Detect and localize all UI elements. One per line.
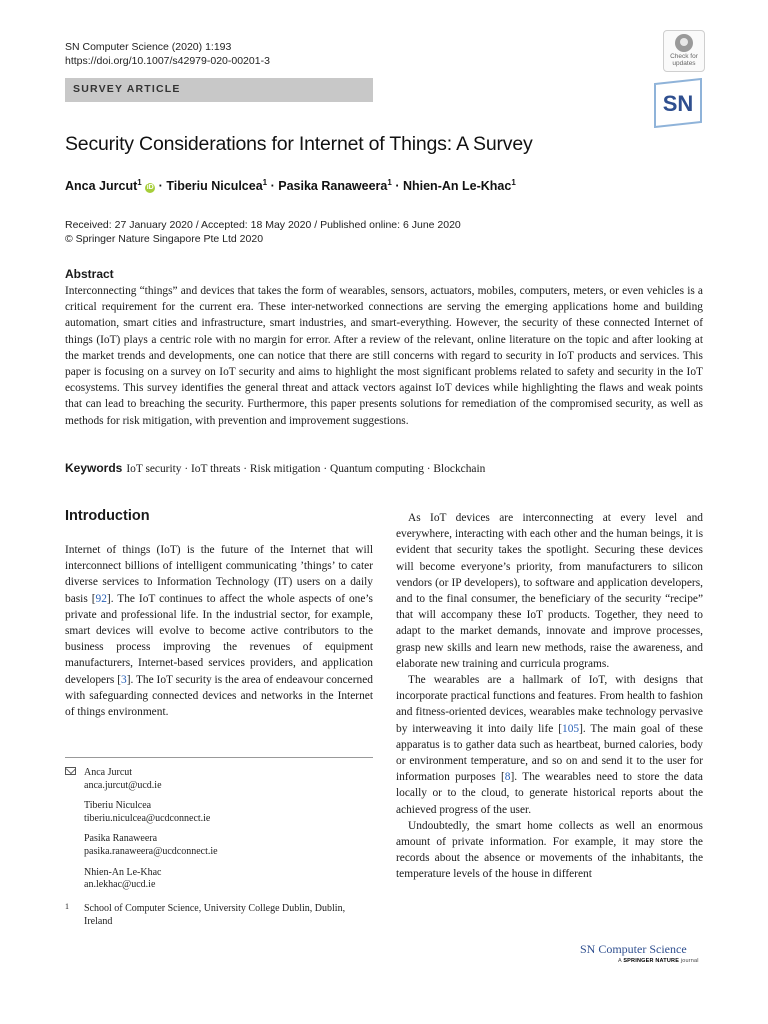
journal-citation: SN Computer Science (2020) 1:193 bbox=[65, 41, 232, 53]
contact-email[interactable]: anca.jurcut@ucd.ie bbox=[84, 779, 162, 791]
publisher-name: SPRINGER NATURE bbox=[623, 958, 680, 964]
sn-journal-logo bbox=[653, 78, 703, 128]
intro-left-paragraph: Internet of things (IoT) is the future of the Internet that will interconnect billions of intelligent communicating ’things’ to cater diverse services to Information Technology (IT) users on a daily basis [92]. The IoT continues to affect the whole aspects of one’s private and professional life. In the industrial sector, for example, smart devices will evolve to become active contributors to the business process improving the revenues of equipment manufacturers, Internet-based services providers, and application developers [3]. The IoT security is the area of endeavour concerned with safeguarding connected devices and networks in the Internet of things environment. bbox=[65, 544, 373, 719]
contact-email[interactable]: an.lekhac@ucd.ie bbox=[84, 879, 156, 891]
intro-paragraph: The wearables are a hallmark of IoT, with designs that incorporate practical functions and features. From health to fashion and fitness-oriented devices, wearables make technology pervasive by interweaving it into daily life [105]. The main goal of these apparatus is to gather data such as heartbeat, burned calories, body or environment temperature, and so on and send it to the user for information purposes [8]. The wearables need to store the data locally or to the cloud, to generate historical reports about the achieved progress of the user. bbox=[396, 674, 703, 816]
doi-link[interactable]: https://doi.org/10.1007/s42979-020-00201-3 bbox=[65, 55, 270, 67]
author-separator: · bbox=[158, 179, 163, 194]
copyright-line: © Springer Nature Singapore Pte Ltd 2020 bbox=[65, 233, 264, 245]
author-affil-marker: 1 bbox=[137, 178, 142, 187]
contact-name: Tiberiu Niculcea bbox=[84, 800, 152, 812]
publication-dates bbox=[65, 218, 461, 246]
article-type-bar bbox=[65, 78, 373, 102]
sn-logo-text: SN bbox=[662, 91, 694, 116]
author-name[interactable]: Tiberiu Niculcea bbox=[166, 179, 263, 194]
contact-email[interactable]: pasika.ranaweera@ucdconnect.ie bbox=[84, 845, 218, 857]
footnote-divider bbox=[65, 757, 373, 758]
keywords-line bbox=[65, 461, 485, 475]
contact-name: Anca Jurcut bbox=[84, 767, 133, 778]
section-heading-introduction: Introduction bbox=[65, 508, 150, 524]
envelope-icon bbox=[65, 767, 76, 775]
dates-line: Received: 27 January 2020 / Accepted: 18 May 2020 / Published online: 6 June 2020 bbox=[65, 219, 461, 231]
author-affil-marker: 1 bbox=[262, 178, 268, 187]
intro-paragraph: Undoubtedly, the smart home collects as well an enormous amount of private information. For example, it may store the records about the absence or movements of the inhabitants, the temperature levels of the house in different bbox=[396, 819, 703, 881]
author-list bbox=[65, 178, 516, 193]
orcid-icon[interactable]: iD bbox=[146, 184, 154, 192]
abstract-heading: Abstract bbox=[65, 267, 114, 281]
check-for-updates-badge[interactable] bbox=[663, 30, 705, 72]
intro-right-column bbox=[396, 510, 703, 883]
author-contacts bbox=[84, 767, 218, 900]
footer-journal-name: SN Computer Science bbox=[580, 942, 687, 956]
citation-link[interactable]: 105 bbox=[562, 722, 580, 735]
crossmark-icon bbox=[675, 34, 693, 52]
keywords-label: Keywords bbox=[65, 461, 123, 475]
keywords-list: IoT security · IoT threats · Risk mitigation · Quantum computing · Blockchain bbox=[126, 463, 486, 475]
intro-paragraph: As IoT devices are interconnecting at every level and everywhere, interacting with each other and the human beings, it is evident that security takes the spotlight. Securing these devices will become everyone’s priority, from manufacturers to silicon vendors (or IP developers), to software and application developers, and to the final consumer, the beneficiary of the security “recipe” that will accompany these IoT products. Together, they need to adapt to the market demands, innovate and improve processes, grasp new skills and learn new methods, raise the awareness, and elaborate new training and curricula programs. bbox=[396, 512, 703, 670]
contact-name: Nhien-An Le-Khac bbox=[84, 866, 162, 878]
contact-email[interactable]: tiberiu.niculcea@ucdconnect.ie bbox=[84, 812, 211, 824]
affiliation-text: School of Computer Science, University College Dublin, Dublin, Ireland bbox=[84, 903, 346, 927]
article-title: Security Considerations for Internet of Things: A Survey bbox=[65, 133, 533, 155]
contact-entry bbox=[84, 867, 218, 892]
citation-link[interactable]: 8 bbox=[504, 771, 511, 784]
author-separator: · bbox=[270, 179, 275, 194]
contact-entry bbox=[84, 800, 218, 825]
author-name[interactable]: Pasika Ranaweera bbox=[278, 179, 388, 194]
citation-link[interactable]: 3 bbox=[120, 673, 127, 686]
check-updates-label: Check for updates bbox=[670, 53, 698, 67]
abstract-text: Interconnecting “things” and devices that takes the form of wearables, sensors, actuators, mobiles, computers, meters, or even vehicles is a critical requirement for the current era. These inter-networked connections are serving the emerging applications home and building automation, smart cities and infrastructure, smart industries, and smart-everything. However, the security of these connected Internet of things (IoT) plays a centric role with no margin for error. After a review of the relevant, online literature on the topic and after looking at the market trends and developments, one can notice that there are still concerns with regard to security in IoT products and services. This paper is focusing on a survey on IoT security and aims to highlight the most significant problems related to safety and security in the IoT ecosystems. This survey identifies the general threat and attack vectors against IoT devices while highlighting the flaws and weak points that can lead to breaching the security. Furthermore, this paper presents solutions for remediation of the compromised security, as well as methods for risk mitigation, with prevention and improvement suggestions. bbox=[65, 285, 703, 427]
citation-link[interactable]: 92 bbox=[95, 592, 107, 605]
author-affil-marker: 1 bbox=[511, 178, 516, 187]
footer-publisher: A SPRINGER NATURE journal bbox=[618, 958, 699, 964]
contact-name: Pasika Ranaweera bbox=[84, 833, 158, 845]
author-name[interactable]: Anca Jurcut bbox=[65, 179, 138, 194]
article-type-label: SURVEY ARTICLE bbox=[73, 83, 181, 95]
affiliation-number: 1 bbox=[65, 902, 69, 911]
author-name[interactable]: Nhien-An Le-Khac bbox=[402, 179, 512, 194]
contact-entry bbox=[84, 833, 218, 858]
contact-entry bbox=[84, 767, 218, 792]
author-separator: · bbox=[395, 179, 400, 194]
author-affil-marker: 1 bbox=[387, 178, 392, 187]
